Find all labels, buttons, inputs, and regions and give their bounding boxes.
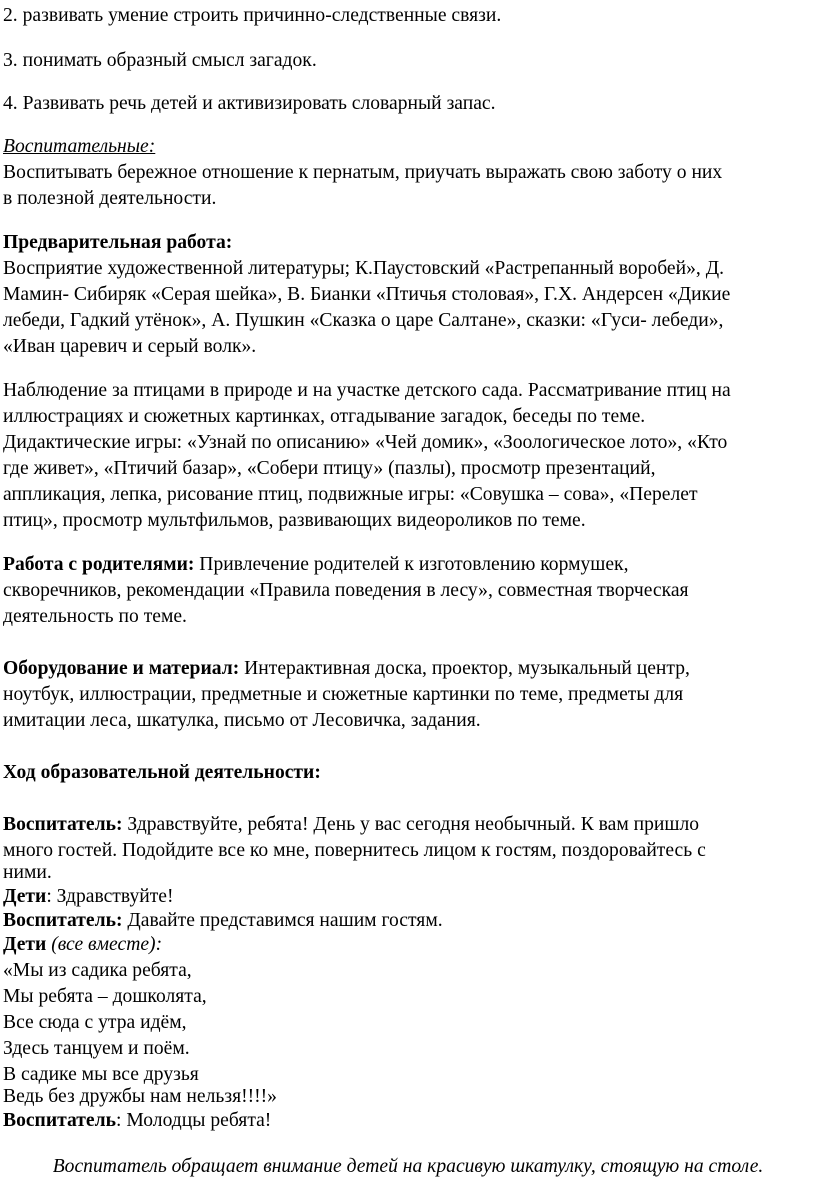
poem-line-2: Мы ребята – дошколята, [3,986,207,1007]
poem-line-3: Все сюда с утра идём, [3,1012,187,1033]
parents-line-1-text: Привлечение родителей к изготовлению кормушек, [194,554,629,575]
progress-heading: Ход образовательной деятельности: [3,762,321,783]
goal-item-3: 3. понимать образный смысл загадок. [3,50,317,71]
equipment-line-1-text: Интерактивная доска, проектор, музыкальный центр, [239,658,690,679]
children-label: Дети [3,886,47,907]
poem-line-6: Ведь без дружбы нам нельзя!!!!» [3,1086,277,1107]
poem-line-5: В садике мы все друзья [3,1064,199,1085]
preliminary-p2-line-1: Наблюдение за птицами в природе и на участке детского сада. Рассматривание птиц на [3,380,731,401]
stage-remark: Воспитатель обращает внимание детей на красивую шкатулку, стоящую на столе. [52,1156,764,1177]
children-line-1-text: : Здравствуйте! [46,886,174,907]
teacher-line-1 [3,812,811,838]
parents-line-2: скворечников, рекомендации «Правила поведения в лесу», совместная творческая [3,580,689,601]
teacher-line-3 [3,1108,811,1134]
upbringing-heading: Воспитательные: [3,136,156,157]
teacher-line-1-cont: много гостей. Подойдите все ко мне, повернитесь лицом к гостям, поздоровайтесь с [3,840,706,861]
poem-line-4: Здесь танцуем и поём. [3,1038,190,1059]
equipment-line-1 [3,656,811,682]
parents-line-1 [3,552,811,578]
children-line-1 [3,884,811,910]
parents-line-3: деятельность по теме. [3,606,187,627]
preliminary-p1-line-4: «Иван царевич и серый волк». [3,336,257,357]
preliminary-p1-line-1: Восприятие художественной литературы; К.Паустовский «Растрепанный воробей», Д. [3,258,724,279]
children-line-2 [3,932,811,958]
equipment-line-3: имитации леса, шкатулка, письмо от Лесовичка, задания. [3,710,481,731]
teacher-line-1-end: ними. [3,862,52,883]
preliminary-p1-line-2: Мамин- Сибиряк «Серая шейка», В. Бианки «Птичья столовая», Г.Х. Андерсен «Дикие [3,284,731,305]
teacher-line-1-text: Здравствуйте, ребята! День у вас сегодня необычный. К вам пришло [122,814,700,835]
children-note: (все вместе): [46,934,163,955]
teacher-line-2 [3,908,811,934]
preliminary-p2-line-6: птиц», просмотр мультфильмов, развивающих видеороликов по теме. [3,510,586,531]
teacher-line-2-text: Давайте представимся нашим гостям. [122,910,443,931]
preliminary-p2-line-2: иллюстрациях и сюжетных картинках, отгадывание загадок, беседы по теме. [3,406,646,427]
preliminary-heading: Предварительная работа: [3,232,233,253]
goal-item-2: 2. развивать умение строить причинно-следственные связи. [3,5,502,26]
teacher-label-2: Воспитатель: [3,910,123,931]
goal-item-4: 4. Развивать речь детей и активизировать словарный запас. [3,93,496,114]
preliminary-p2-line-4: где живет», «Птичий базар», «Собери птицу» (пазлы), просмотр презентаций, [3,458,656,479]
teacher-label: Воспитатель: [3,814,123,835]
parents-label: Работа с родителями: [3,554,195,575]
equipment-label: Оборудование и материал: [3,658,240,679]
poem-line-1: «Мы из садика ребята, [3,960,192,981]
upbringing-line-2: в полезной деятельности. [3,188,217,209]
preliminary-p2-line-5: аппликация, лепка, рисование птиц, подвижные игры: «Совушка – сова», «Перелет [3,484,698,505]
teacher-line-3-text: : Молодцы ребята! [115,1110,272,1131]
children-label-2: Дети [3,934,47,955]
upbringing-line-1: Воспитывать бережное отношение к пернатым, приучать выражать свою заботу о них [3,162,723,183]
equipment-line-2: ноутбук, иллюстрации, предметные и сюжетные картинки по теме, предметы для [3,684,684,705]
teacher-label-3: Воспитатель [3,1110,116,1131]
preliminary-p1-line-3: лебеди, Гадкий утёнок», А. Пушкин «Сказка о царе Салтане», сказки: «Гуси- лебеди», [3,310,724,331]
preliminary-p2-line-3: Дидактические игры: «Узнай по описанию» «Чей домик», «Зоологическое лото», «Кто [3,432,728,453]
